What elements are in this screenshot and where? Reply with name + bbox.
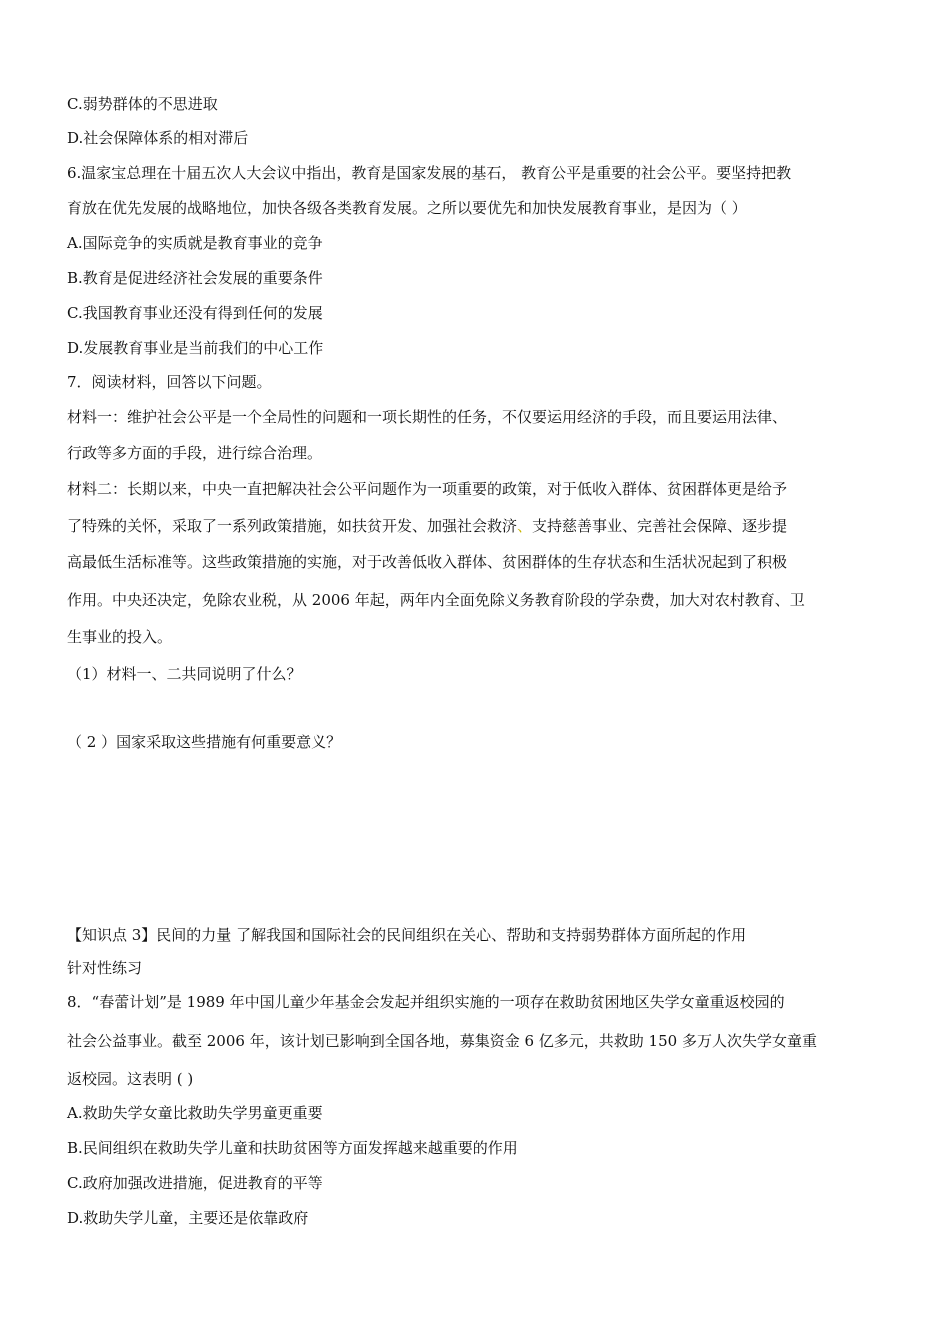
q7-material-2-line-5: 生事业的投入。 bbox=[67, 628, 173, 646]
kp3-title: 【知识点 3】民间的力量 了解我国和国际社会的民间组织在关心、帮助和支持弱势群体方面所起的作用 bbox=[67, 926, 747, 944]
q8-option-c: C.政府加强改进措施，促进教育的平等 bbox=[67, 1174, 323, 1192]
q8-option-b: B.民间组织在救助失学儿童和扶助贫困等方面发挥越来越重要的作用 bbox=[67, 1139, 518, 1157]
q8-option-a: A.救助失学女童比救助失学男童更重要 bbox=[67, 1104, 323, 1122]
q6-option-b: B.教育是促进经济社会发展的重要条件 bbox=[67, 269, 323, 287]
q7-material-2-line-3: 高最低生活标准等。这些政策措施的实施，对于改善低收入群体、贫困群体的生存状态和生活状况起到了积极 bbox=[67, 553, 788, 571]
q7-material-2-line-2b: 支持慈善事业、完善社会保障、逐步提 bbox=[532, 517, 788, 535]
kp3-practice-label: 针对性练习 bbox=[67, 959, 143, 977]
q6-option-d: D.发展教育事业是当前我们的中心工作 bbox=[67, 339, 324, 357]
q8-stem-line-1: 8．“春蕾计划”是 1989 年中国儿童少年基金会发起并组织实施的一项存在救助贫困地区失学女童重返校园的 bbox=[67, 993, 785, 1011]
q5-option-c: C.弱势群体的不思进取 bbox=[67, 95, 218, 113]
q7-material-2-line-1: 材料二：长期以来，中央一直把解决社会公平问题作为一项重要的政策，对于低收入群体、贫困群体更是给予 bbox=[67, 480, 788, 498]
q8-option-d: D.救助失学儿童，主要还是依靠政府 bbox=[67, 1209, 309, 1227]
q7-material-2-line-4: 作用。中央还决定，免除农业税，从 2006 年起，两年内全面免除义务教育阶段的学杂费，加大对农村教育、卫 bbox=[67, 591, 805, 609]
q7-material-1-line-1: 材料一：维护社会公平是一个全局性的问题和一项长期性的任务，不仅要运用经济的手段，而且要运用法律、 bbox=[67, 408, 788, 426]
q7-material-1-line-2: 行政等多方面的手段，进行综合治理。 bbox=[67, 444, 323, 462]
q6-stem-line-2: 育放在优先发展的战略地位，加快各级各类教育发展。之所以要优先和加快发展教育事业，是因为（ ） bbox=[67, 199, 747, 217]
q7-stem: 7．阅读材料，回答以下问题。 bbox=[67, 373, 272, 391]
highlight-mark: 、 bbox=[517, 517, 533, 535]
q7-sub-question-1: （1）材料一、二共同说明了什么？ bbox=[67, 665, 302, 683]
q8-stem-line-2: 社会公益事业。截至 2006 年，该计划已影响到全国各地，募集资金 6 亿多元，共救助 150 多万人次失学女童重 bbox=[67, 1032, 817, 1050]
q7-material-2-line-2 bbox=[67, 516, 787, 536]
q6-option-a: A.国际竞争的实质就是教育事业的竞争 bbox=[67, 234, 323, 252]
q6-option-c: C.我国教育事业还没有得到任何的发展 bbox=[67, 304, 323, 322]
q7-sub-question-2: （ 2 ）国家采取这些措施有何重要意义？ bbox=[67, 733, 342, 751]
q6-stem-line-1: 6.温家宝总理在十届五次人大会议中指出，教育是国家发展的基石， 教育公平是重要的社会公平。要坚持把教 bbox=[67, 164, 792, 182]
q7-material-2-line-2a: 了特殊的关怀，采取了一系列政策措施，如扶贫开发、加强社会救济 bbox=[67, 517, 518, 535]
q8-stem-line-3: 返校园。这表明 ( ) bbox=[67, 1070, 194, 1088]
q5-option-d: D.社会保障体系的相对滞后 bbox=[67, 129, 249, 147]
